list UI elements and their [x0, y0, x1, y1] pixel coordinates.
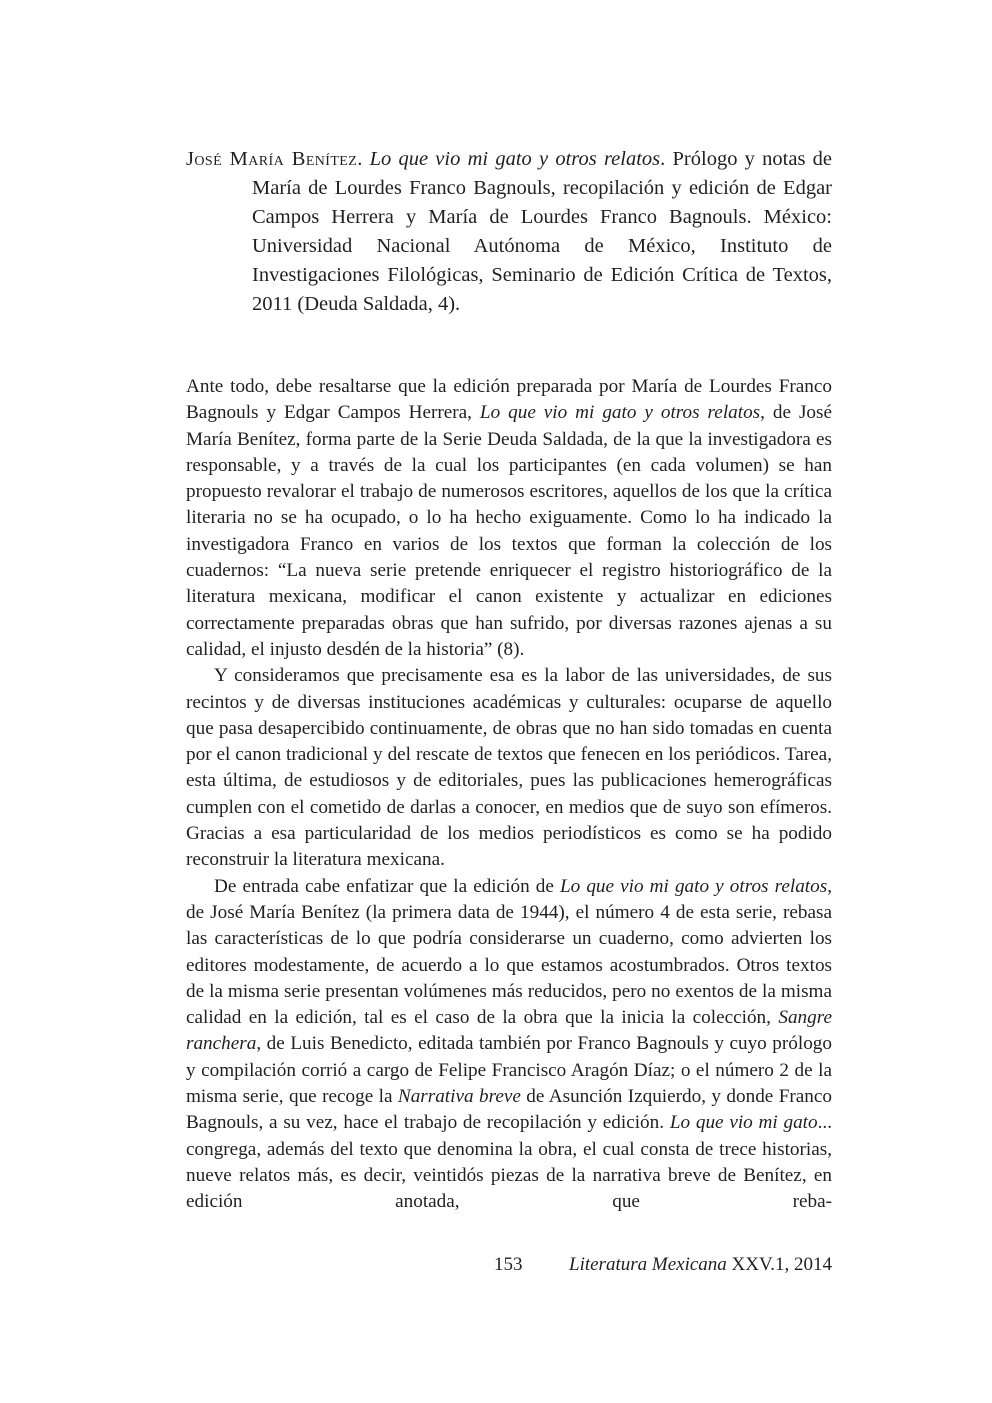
citation-details: Prólogo y notas de María de Lourdes Franco Bagnouls, recopilación y edición de Edgar Campos Herrera y María de Lourdes Franco Bagnouls. México: Universidad Nacional Autónoma de México, Instituto de Investigaciones Filológicas, Seminario de Edición Crítica de Textos, 2011 (Deuda Saldada, 4). — [252, 148, 833, 315]
citation-author: José María Benítez — [186, 148, 358, 170]
paragraph-3-text-d: de Asunción Izquierdo, y donde Franco Bagnouls, a su vez, hace el trabajo de recopilación y edición. — [186, 1086, 832, 1134]
paragraph-3-book-title-1: Lo que vio mi gato y otros relatos — [559, 875, 828, 897]
paragraph-3-book-title-3: Narrativa breve — [397, 1086, 521, 1108]
bibliographic-citation: José María Benítez. Lo que vio mi gato y otros relatos. Prólogo y notas de María de Lourdes Franco Bagnouls, recopilación y edición de Edgar Campos Herrera y María de Lourdes Franco Bagnouls. México: Universidad Nacional Autónoma de México, Instituto de Investigaciones Filológicas, Seminario de Edición Crítica de Textos, 2011 (Deuda Saldada, 4). — [186, 148, 833, 315]
paragraph-3-text-a: De entrada cabe enfatizar que la edición de — [214, 875, 560, 897]
page-number: 153 — [494, 1254, 523, 1275]
citation-book-title: Lo que vio mi gato y otros relatos — [369, 148, 661, 170]
paragraph-3 — [186, 874, 832, 1216]
paragraph-1-text-a: Ante todo, debe resaltarse que la edición preparada por María de Lourdes Franco Bagnouls y Edgar Campos Herrera, — [186, 376, 832, 424]
paragraph-2: Y consideramos que precisamente esa es la labor de las universidades, de sus recintos y de diversas instituciones académicas y culturales: ocuparse de aquello que pasa desapercibido continuamente, de obras que no han sido tomadas en cuenta por el canon tradicional y del rescate de textos que fenecen en los periódicos. Tarea, esta última, de estudiosos y de editoriales, pues las publicaciones hemerográficas cumplen con el cometido de darlas a conocer, en medios que de suyo son efímeros. Gracias a esa particularidad de los medios periodísticos es como se ha podido reconstruir la literatura mexicana. — [186, 665, 832, 871]
paragraph-3-text-b: , de José María Benítez (la primera data de 1944), el número 4 de esta serie, rebasa las características de lo que podría considerarse un cuaderno, como advierten los editores modestamente, de acuerdo a lo que estamos acostumbrados. Otros textos de la misma serie presentan volúmenes más reducidos, pero no exentos de la misma calidad en la edición, tal es el caso de la obra que la inicia la colección, — [186, 875, 832, 1029]
paragraph-3-book-title-2: Sangre ranchera — [186, 1007, 832, 1055]
journal-reference — [569, 1252, 832, 1278]
paragraph-3-text-e: ... congrega, además del texto que denomina la obra, el cual consta de trece historias, nueve relatos más, es decir, veintidós piezas de la narrativa breve de Benítez, en edición anotada, que reba- — [186, 1112, 832, 1213]
paragraph-1 — [186, 374, 832, 663]
paragraph-3-text-c: , de Luis Benedicto, editada también por Franco Bagnouls y cuyo prólogo y compilación corrió a cargo de Felipe Francisco Aragón Díaz; o el número 2 de la misma serie, que recoge la — [186, 1033, 832, 1108]
paragraph-1-book-title: Lo que vio mi gato y otros relatos — [479, 402, 761, 424]
review-body — [186, 374, 832, 1216]
journal-issue: XXV.1, 2014 — [726, 1254, 832, 1275]
paragraph-1-text-b: , de José María Benítez, forma parte de la Serie Deuda Saldada, de la que la investigadora es responsable, y a través de la cual los participantes (en cada volumen) se han propuesto revalorar el trabajo de numerosos escritores, aquellos de los que la crítica literaria no se ha ocupado, o lo ha hecho exiguamente. Como lo ha indicado la investigadora Franco en varios de los textos que forman la colección de los cuadernos: “La nueva serie pretende enriquecer el registro historiográfico de la literatura mexicana, modificar el canon existente y actualizar en ediciones correctamente preparadas obras que han sufrido, por diversas razones ajenas a su calidad, el injusto desdén de la historia” (8). — [186, 402, 832, 660]
paragraph-3-book-title-4: Lo que vio mi gato — [669, 1112, 818, 1134]
journal-title: Literatura Mexicana — [569, 1254, 727, 1275]
